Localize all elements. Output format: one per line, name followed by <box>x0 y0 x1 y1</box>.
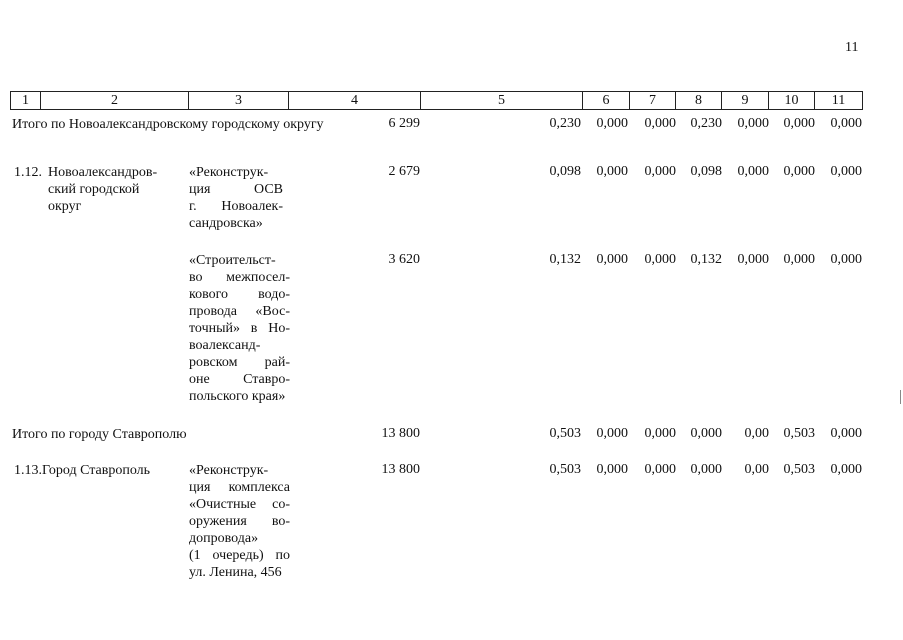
project-line: воалександ- <box>189 338 261 353</box>
project-line: кового водо- <box>189 287 290 302</box>
cell-c6: 0,000 <box>596 462 628 477</box>
column-header-10: 10 <box>769 92 815 110</box>
cell-c8: 0,132 <box>690 252 722 267</box>
cell-c9: 0,00 <box>744 426 769 441</box>
cell-c10: 0,503 <box>783 462 815 477</box>
project-name <box>189 462 290 581</box>
cell-c8: 0,230 <box>690 116 722 131</box>
cell-c8: 0,000 <box>690 462 722 477</box>
cell-c9: 0,00 <box>744 462 769 477</box>
cell-c6: 0,000 <box>596 252 628 267</box>
cell-c8: 0,098 <box>690 164 722 179</box>
cell-c4: 3 620 <box>388 252 420 267</box>
subtotal-label-stavropol: Итого по городу Ставрополю <box>12 427 187 442</box>
cell-c6: 0,000 <box>596 116 628 131</box>
page-number: 11 <box>845 40 859 55</box>
cell-c10: 0,000 <box>783 164 815 179</box>
cell-c8: 0,000 <box>690 426 722 441</box>
cell-c10: 0,000 <box>783 116 815 131</box>
column-header-4: 4 <box>289 92 421 110</box>
project-line: польского края» <box>189 389 286 404</box>
cell-c11: 0,000 <box>830 164 862 179</box>
cell-c11: 0,000 <box>830 252 862 267</box>
cell-c5: 0,132 <box>549 252 581 267</box>
project-line: допровода» <box>189 531 259 546</box>
row-number: 1.12. <box>14 165 42 180</box>
district-line: ский городской <box>48 182 140 197</box>
column-header-11: 11 <box>815 92 863 110</box>
district-line: Новоалександров- <box>48 165 158 180</box>
project-line: «Строительст- <box>189 253 276 268</box>
project-line: точный» в Но- <box>189 321 290 336</box>
project-line: г. Новоалек- <box>189 199 283 214</box>
row-number: 1.13. <box>14 463 42 478</box>
cell-c6: 0,000 <box>596 426 628 441</box>
column-header-2: 2 <box>41 92 189 110</box>
project-line: оне Ставро- <box>189 372 290 387</box>
project-line: ция ОСВ <box>189 182 283 197</box>
project-line: ул. Ленина, 456 <box>189 565 282 580</box>
cell-c9: 0,000 <box>737 164 769 179</box>
cell-c9: 0,000 <box>737 252 769 267</box>
project-line: сандровска» <box>189 216 263 231</box>
district-name <box>48 164 178 215</box>
cell-c11: 0,000 <box>830 116 862 131</box>
project-line: ровском рай- <box>189 355 290 370</box>
cell-c5: 0,503 <box>549 426 581 441</box>
column-header-row <box>10 91 863 110</box>
cell-c4: 13 800 <box>381 462 420 477</box>
cell-c11: 0,000 <box>830 462 862 477</box>
column-header-6: 6 <box>583 92 630 110</box>
project-line: провода «Вос- <box>189 304 290 319</box>
cell-c10: 0,000 <box>783 252 815 267</box>
project-line: ция комплекса <box>189 480 290 495</box>
scan-edge-mark <box>900 390 901 404</box>
cell-c7: 0,000 <box>644 116 676 131</box>
cell-c7: 0,000 <box>644 426 676 441</box>
project-line: (1 очередь) по <box>189 548 290 563</box>
cell-c5: 0,098 <box>549 164 581 179</box>
column-header-5: 5 <box>421 92 583 110</box>
column-header-3: 3 <box>189 92 289 110</box>
cell-c6: 0,000 <box>596 164 628 179</box>
column-header-9: 9 <box>722 92 769 110</box>
column-header-8: 8 <box>676 92 722 110</box>
subtotal-label-novoaleksandrovsk: Итого по Новоалександровскому городскому округу <box>12 117 324 132</box>
project-name <box>189 252 290 405</box>
cell-c10: 0,503 <box>783 426 815 441</box>
project-line: «Очистные со- <box>189 497 290 512</box>
cell-c4: 13 800 <box>381 426 420 441</box>
district-line: Город Ставрополь <box>42 463 151 478</box>
project-line: «Реконструк- <box>189 463 269 478</box>
cell-c7: 0,000 <box>644 164 676 179</box>
project-name <box>189 164 283 232</box>
cell-c5: 0,230 <box>549 116 581 131</box>
cell-c5: 0,503 <box>549 462 581 477</box>
cell-c7: 0,000 <box>644 252 676 267</box>
cell-c9: 0,000 <box>737 116 769 131</box>
project-line: во межпосел- <box>189 270 290 285</box>
project-line: оружения во- <box>189 514 290 529</box>
cell-c4: 6 299 <box>388 116 420 131</box>
cell-c11: 0,000 <box>830 426 862 441</box>
cell-c7: 0,000 <box>644 462 676 477</box>
project-line: «Реконструк- <box>189 165 269 180</box>
column-header-7: 7 <box>630 92 676 110</box>
cell-c4: 2 679 <box>388 164 420 179</box>
district-line: округ <box>48 199 82 214</box>
column-header-1: 1 <box>11 92 41 110</box>
district-name <box>42 462 182 479</box>
